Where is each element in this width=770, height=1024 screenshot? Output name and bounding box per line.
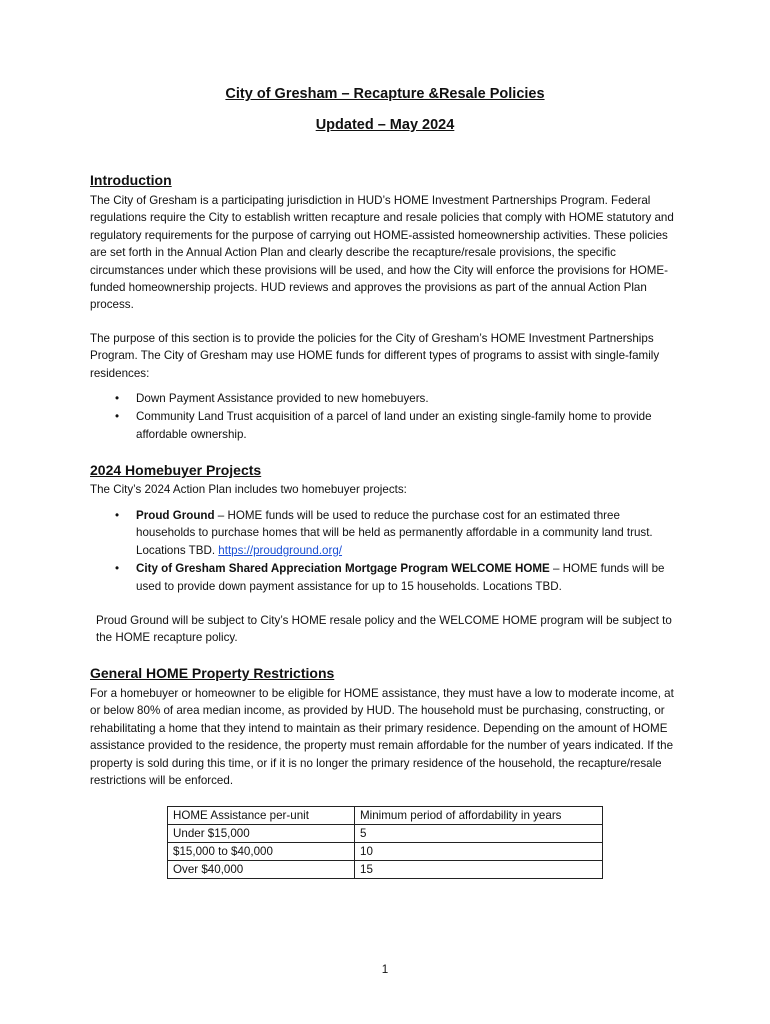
list-item: • City of Gresham Shared Appreciation Mortgage Program WELCOME HOME – HOME funds will be used to provide down payment assistance for up to 15 households. Locations TBD. bbox=[115, 562, 665, 593]
introduction-heading: Introduction bbox=[90, 172, 172, 188]
list-item: • Proud Ground – HOME funds will be used to reduce the purchase cost for an estimated three households to purchase homes that will be held as permanently affordable in a community land trust. Locations TBD. https://proudground.org/ bbox=[115, 509, 653, 557]
introduction-paragraph: The City of Gresham is a participating jurisdiction in HUD’s HOME Investment Partnerships Program. Federal regulations require the City to establish written recapture and resale policies that comply with HOME statutory and regulatory requirements for the purpose of carrying out HOME-assisted homeownership activities. These policies are set forth in the Annual Action Plan and clearly describe the recapture/resale provisions, the specific circumstances under which these provisions will be used, and how the City will enforce the provisions for HOME-funded homeownership projects. HUD reviews and approves the provisions as part of the annual Action Plan process. bbox=[90, 194, 674, 312]
purpose-paragraph: The purpose of this section is to provide the policies for the City of Gresham’s HOME Investment Partnerships Program. The City of Gresham may use HOME funds for different types of programs to assist with single-family residences: bbox=[90, 332, 660, 380]
homebuyer-projects-lead: The City’s 2024 Action Plan includes two homebuyer projects: bbox=[90, 483, 407, 496]
table-cell: $15,000 to $40,000 bbox=[168, 843, 355, 861]
page-number: 1 bbox=[381, 963, 389, 976]
table-cell: 5 bbox=[355, 825, 603, 843]
program-types-list bbox=[90, 390, 680, 444]
document-title: City of Gresham – Recapture &Resale Policies bbox=[225, 86, 545, 102]
list-item: • Down Payment Assistance provided to new homebuyers. bbox=[90, 390, 680, 407]
homebuyer-projects-heading: 2024 Homebuyer Projects bbox=[90, 462, 262, 478]
table-header-cell: Minimum period of affordability in years bbox=[355, 807, 603, 825]
bullet-icon: • bbox=[115, 562, 120, 576]
table-row bbox=[168, 843, 603, 861]
table-cell: 15 bbox=[355, 861, 603, 879]
table-header-row bbox=[168, 807, 603, 825]
welcome-home-label: City of Gresham Shared Appreciation Mortgage Program WELCOME HOME bbox=[136, 562, 550, 576]
document-updated-date: Updated – May 2024 bbox=[315, 117, 455, 133]
policy-note-paragraph: Proud Ground will be subject to City’s HOME resale policy and the WELCOME HOME program will be subject to the HOME recapture policy. bbox=[96, 614, 672, 645]
homebuyer-projects-list bbox=[90, 507, 680, 596]
table-cell: 10 bbox=[355, 843, 603, 861]
table-cell: Over $40,000 bbox=[168, 861, 355, 879]
proud-ground-link[interactable]: https://proudground.org/ bbox=[218, 543, 343, 557]
table-cell: Under $15,000 bbox=[168, 825, 355, 843]
property-restrictions-heading: General HOME Property Restrictions bbox=[90, 665, 335, 681]
property-restrictions-paragraph: For a homebuyer or homeowner to be eligible for HOME assistance, they must have a low to moderate income, at or below 80% of area median income, as provided by HUD. The household must be purchasing, constructing, or rehabilitating a home that they intend to maintain as their primary residence. Depending on the amount of HOME assistance provided to the residence, the property must remain affordable for the number of years indicated. If the property is sold during this time, or if it is no longer the primary residence of the household, the recapture/resale restrictions will be enforced. bbox=[90, 687, 674, 788]
table-row bbox=[168, 825, 603, 843]
proud-ground-label: Proud Ground bbox=[136, 509, 215, 522]
table-row bbox=[168, 861, 603, 879]
bullet-icon: • bbox=[115, 509, 120, 522]
table-header-cell: HOME Assistance per-unit bbox=[168, 807, 355, 825]
list-item: • Community Land Trust acquisition of a parcel of land under an existing single-family home to provide affordable ownership. bbox=[115, 410, 652, 441]
affordability-table bbox=[167, 806, 603, 879]
bullet-icon: • bbox=[115, 410, 120, 424]
bullet-icon: • bbox=[115, 392, 120, 405]
